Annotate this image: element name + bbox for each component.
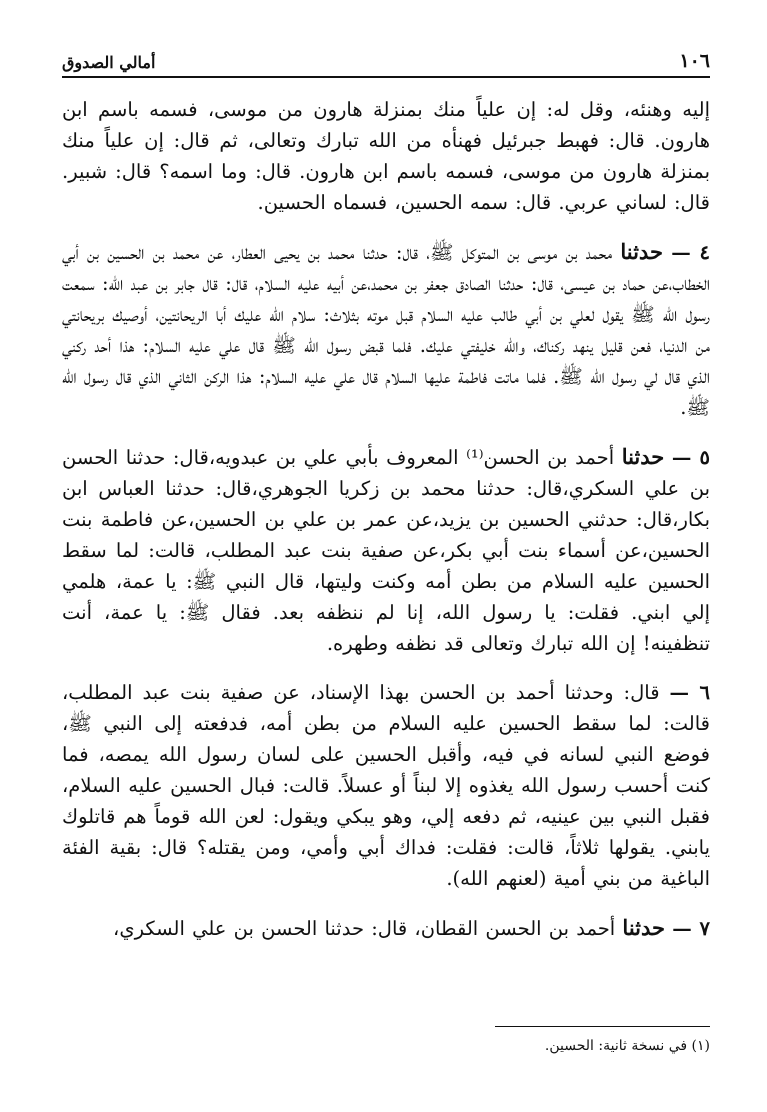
paragraph-continuation xyxy=(62,94,710,218)
page-header xyxy=(62,44,710,78)
hadith-lead-word: حدثنا xyxy=(621,444,665,469)
footnote: (١) في نسخة ثانية: الحسين. xyxy=(544,1038,710,1054)
paragraph-text: أحمد بن الحسن القطان، قال: حدثنا الحسن بن علي السكري، xyxy=(113,917,616,940)
paragraph-text: محمد بن موسى بن المتوكل ﷺ، قال: حدثنا محمد بن يحيى العطار، عن محمد بن الحسين بن أبي الخطاب،عن حماد بن عيسى، قال: حدثنا الصادق جعفر بن محمد،عن أبيه عليه السلام، قال: قال جابر بن عبد الله: سمعت رسول الله ﷺ يقول لعلي بن أبي طالب عليه السلام قبل موته بثلاث: سلام الله عليك أبا الريحانتين، أوصيك بريحانتي من الدنيا، فعن قليل ينهد ركناك، والله خليفتي عليك. فلما قبض رسول الله ﷺ قال علي عليه السلام: هذا أحد ركني الذي قال لي رسول الله ﷺ. فلما ماتت فاطمة عليها السلام قال علي عليه السلام: هذا الركن الثاني الذي قال رسول الله ﷺ. xyxy=(62,241,711,419)
paragraph-text: إليه وهنئه، وقل له: إن علياً منك بمنزلة هارون من موسى، فسمه باسم ابن هارون. قال: فهبط جبرئيل فهنأه من الله تبارك وتعالى، ثم قال: إن علياً منك بمنزلة هارون من موسى، فسمه باسم ابن هارون. قال: وما اسمه؟ قال: شبير. قال: لساني عربي. قال: سمه الحسين، فسماه الحسين. xyxy=(62,98,710,214)
paragraph-text: أحمد بن الحسن⁽¹⁾ المعروف بأبي علي بن عبدويه،قال: حدثنا الحسن بن علي السكري،قال: حدثنا محمد بن زكريا الجوهري،قال: حدثنا العباس ابن بكار،قال: حدثني الحسين بن يزيد،عن عمر بن علي بن الحسين،عن فاطمة بنت الحسين،عن أسماء بنت أبي بكر،عن صفية بنت عبد المطلب، قالت: لما سقط الحسين عليه السلام من بطن أمه وكنت وليتها، قال النبي ﷺ: يا عمة، هلمي إلي ابني. فقلت: يا رسول الله، إنا لم ننظفه بعد. فقال ﷺ: يا عمة، أنت تنظفينه! إن الله تبارك وتعالى قد نظفه وطهره. xyxy=(62,446,710,655)
footnote-divider xyxy=(495,1026,710,1027)
hadith-number: ٦ — xyxy=(669,681,711,704)
page-number: ١٠٦ xyxy=(679,50,710,72)
hadith-number: ٥ — xyxy=(671,446,710,469)
page-body xyxy=(62,94,710,944)
hadith-number: ٤ — xyxy=(671,241,711,264)
running-title: أمالي الصدوق xyxy=(62,53,156,72)
paragraph-hadith-5 xyxy=(62,441,710,659)
paragraph-hadith-4 xyxy=(62,236,710,423)
book-page xyxy=(62,44,710,1084)
hadith-number: ٧ — xyxy=(672,917,710,940)
hadith-lead-word: حدثنا xyxy=(622,915,666,940)
paragraph-hadith-6 xyxy=(62,677,710,894)
paragraph-text: قال: وحدثنا أحمد بن الحسن بهذا الإسناد، عن صفية بنت عبد المطلب، قالت: لما سقط الحسين عليه السلام من بطن أمه، فدفعته إلى النبي ﷺ، فوضع النبي لسانه في فيه، وأقبل الحسين على لسان رسول الله يمصه، فما كنت أحسب رسول الله يغذوه إلا لبناً أو عسلاً. قالت: فبال الحسين عليه السلام، فقبل النبي بين عينيه، ثم دفعه إلي، وهو يبكي ويقول: لعن الله قوماً هم قاتلوك يابني. يقولها ثلاثاً، قالت: فقلت: فداك أبي وأمي، ومن يقتله؟ قال: بقية الفئة الباغية من بني أمية (لعنهم الله). xyxy=(62,681,710,890)
paragraph-hadith-7 xyxy=(62,912,710,944)
hadith-lead-word: حدثنا xyxy=(620,239,663,264)
